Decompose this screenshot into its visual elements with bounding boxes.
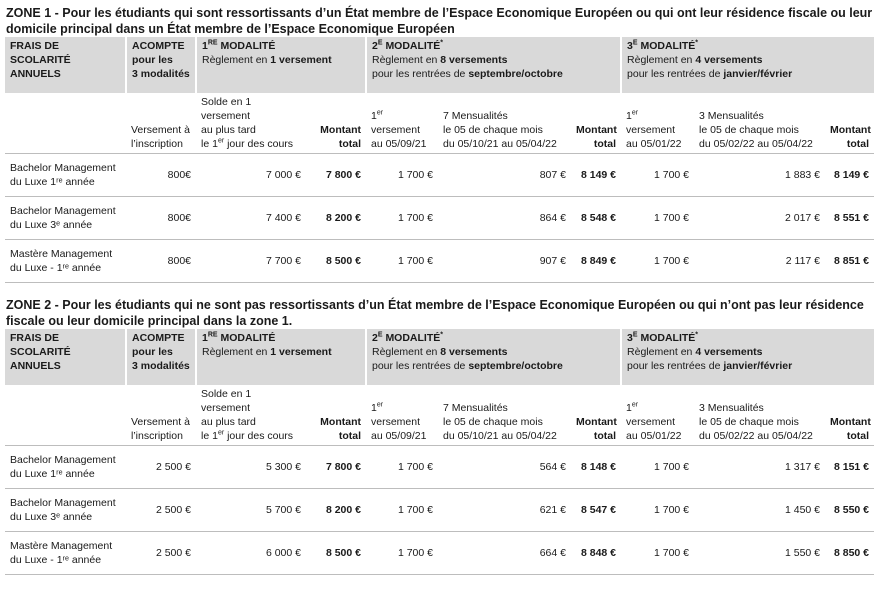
- sub-montant-total: Montant total: [571, 385, 621, 446]
- zone-title: ZONE 1 - Pour les étudiants qui sont ressortissants d’un État membre de l’Espace Economique Européen ou qui ont leur résidence fiscale ou leur domicile principal dans un État membre de l’Espace Economique Européen: [6, 6, 873, 36]
- acompte-value: 2 500 €: [126, 532, 196, 575]
- total-3-value: 8 551 €: [825, 197, 874, 240]
- mens-3-value: 1 317 €: [694, 446, 825, 489]
- sub-first-8: 1er versement au 05/09/21: [366, 93, 438, 154]
- fees-table: [5, 329, 874, 575]
- header-modalite-2: $2^E$ MODALITÉ* Règlement en 8 versements pour les rentrées de septembre/octobre: [366, 329, 621, 385]
- header-modalite-2: $2^E$ MODALITÉ* Règlement en 8 versements pour les rentrées de septembre/octobre: [366, 37, 621, 93]
- acompte-value: 800€: [126, 154, 196, 197]
- zone-title: ZONE 2 - Pour les étudiants qui ne sont pas ressortissants d’un État membre de l’Espace Economique Européen ou qui n’ont pas leur résidence fiscale ou leur domicile principal dans la zone 1.: [6, 298, 864, 328]
- total-1-value: 7 800 €: [306, 446, 366, 489]
- zone-1: [0, 5, 879, 283]
- mens-7-value: 664 €: [438, 532, 571, 575]
- total-2-value: 8 848 €: [571, 532, 621, 575]
- first-8-value: 1 700 €: [366, 489, 438, 532]
- sub-montant-total: Montant total: [825, 93, 874, 154]
- solde-value: 5 300 €: [196, 446, 306, 489]
- first-8-value: 1 700 €: [366, 532, 438, 575]
- sub-versement: Versement à l’inscription: [126, 93, 196, 154]
- program-name: Mastère Management du Luxe - 1ʳᵉ année: [5, 532, 126, 575]
- acompte-value: 800€: [126, 197, 196, 240]
- table-row: [5, 197, 874, 240]
- sub-first-8: 1er versement au 05/09/21: [366, 385, 438, 446]
- table-row: [5, 446, 874, 489]
- total-1-value: 7 800 €: [306, 154, 366, 197]
- total-1-value: 8 500 €: [306, 532, 366, 575]
- first-4-value: 1 700 €: [621, 197, 694, 240]
- mens-3-value: 1 450 €: [694, 489, 825, 532]
- table-row: [5, 489, 874, 532]
- table-row: [5, 154, 874, 197]
- sub-versement: Versement à l’inscription: [126, 385, 196, 446]
- solde-value: 7 700 €: [196, 240, 306, 283]
- first-8-value: 1 700 €: [366, 240, 438, 283]
- header-modalite-3: $3^E$ MODALITÉ* Règlement en 4 versements pour les rentrées de janvier/février: [621, 329, 874, 385]
- sub-montant-total: Montant total: [571, 93, 621, 154]
- acompte-value: 2 500 €: [126, 446, 196, 489]
- solde-value: 7 400 €: [196, 197, 306, 240]
- mens-3-value: 1 883 €: [694, 154, 825, 197]
- total-2-value: 8 548 €: [571, 197, 621, 240]
- mens-3-value: 2 117 €: [694, 240, 825, 283]
- sub-mensualites-3: 3 Mensualités le 05 de chaque mois du 05/02/22 au 05/04/22: [694, 385, 825, 446]
- first-8-value: 1 700 €: [366, 446, 438, 489]
- total-3-value: 8 151 €: [825, 446, 874, 489]
- total-1-value: 8 200 €: [306, 489, 366, 532]
- mens-7-value: 864 €: [438, 197, 571, 240]
- sub-montant-total: Montant total: [825, 385, 874, 446]
- header-modalite-1: 1RE MODALITÉ Règlement en 1 versement: [196, 329, 366, 385]
- total-2-value: 8 148 €: [571, 446, 621, 489]
- sub-first-4: 1er versement au 05/01/22: [621, 93, 694, 154]
- program-name: Bachelor Management du Luxe 3ᵉ année: [5, 197, 126, 240]
- total-1-value: 8 500 €: [306, 240, 366, 283]
- mens-7-value: 621 €: [438, 489, 571, 532]
- program-name: Bachelor Management du Luxe 1ʳᵉ année: [5, 446, 126, 489]
- table-row: [5, 532, 874, 575]
- program-name: Bachelor Management du Luxe 3ᵉ année: [5, 489, 126, 532]
- table-row: [5, 240, 874, 283]
- solde-value: 7 000 €: [196, 154, 306, 197]
- header-modalite-3: $3^E$ MODALITÉ* Règlement en 4 versements pour les rentrées de janvier/février: [621, 37, 874, 93]
- first-4-value: 1 700 €: [621, 489, 694, 532]
- mens-3-value: 1 550 €: [694, 532, 825, 575]
- sub-solde: Solde en 1 versement au plus tard le 1er jour des cours: [196, 385, 306, 446]
- acompte-value: 800€: [126, 240, 196, 283]
- sub-montant-total: Montant total: [306, 385, 366, 446]
- header-frais: FRAIS DE SCOLARITÉ ANNUELS: [5, 37, 126, 93]
- total-3-value: 8 550 €: [825, 489, 874, 532]
- mens-7-value: 907 €: [438, 240, 571, 283]
- solde-value: 6 000 €: [196, 532, 306, 575]
- first-4-value: 1 700 €: [621, 240, 694, 283]
- fees-table: [5, 37, 874, 283]
- total-2-value: 8 149 €: [571, 154, 621, 197]
- sub-first-4: 1er versement au 05/01/22: [621, 385, 694, 446]
- zone-2: [0, 297, 879, 575]
- first-4-value: 1 700 €: [621, 154, 694, 197]
- program-name: Mastère Management du Luxe - 1ʳᵉ année: [5, 240, 126, 283]
- sub-montant-total: Montant total: [306, 93, 366, 154]
- header-modalite-1: 1RE MODALITÉ Règlement en 1 versement: [196, 37, 366, 93]
- first-4-value: 1 700 €: [621, 446, 694, 489]
- total-3-value: 8 850 €: [825, 532, 874, 575]
- first-8-value: 1 700 €: [366, 154, 438, 197]
- first-8-value: 1 700 €: [366, 197, 438, 240]
- total-2-value: 8 849 €: [571, 240, 621, 283]
- solde-value: 5 700 €: [196, 489, 306, 532]
- sub-mensualites-7: 7 Mensualités le 05 de chaque mois du 05/10/21 au 05/04/22: [438, 385, 571, 446]
- mens-7-value: 807 €: [438, 154, 571, 197]
- mens-7-value: 564 €: [438, 446, 571, 489]
- program-name: Bachelor Management du Luxe 1ʳᵉ année: [5, 154, 126, 197]
- mens-3-value: 2 017 €: [694, 197, 825, 240]
- sub-empty: [5, 93, 126, 154]
- total-3-value: 8 851 €: [825, 240, 874, 283]
- sub-mensualites-3: 3 Mensualités le 05 de chaque mois du 05/02/22 au 05/04/22: [694, 93, 825, 154]
- total-1-value: 8 200 €: [306, 197, 366, 240]
- total-3-value: 8 149 €: [825, 154, 874, 197]
- sub-solde: Solde en 1 versement au plus tard le 1er jour des cours: [196, 93, 306, 154]
- sub-empty: [5, 385, 126, 446]
- header-acompte: ACOMPTE pour les 3 modalités: [126, 37, 196, 93]
- acompte-value: 2 500 €: [126, 489, 196, 532]
- header-frais: FRAIS DE SCOLARITÉ ANNUELS: [5, 329, 126, 385]
- first-4-value: 1 700 €: [621, 532, 694, 575]
- header-acompte: ACOMPTE pour les 3 modalités: [126, 329, 196, 385]
- sub-mensualites-7: 7 Mensualités le 05 de chaque mois du 05/10/21 au 05/04/22: [438, 93, 571, 154]
- total-2-value: 8 547 €: [571, 489, 621, 532]
